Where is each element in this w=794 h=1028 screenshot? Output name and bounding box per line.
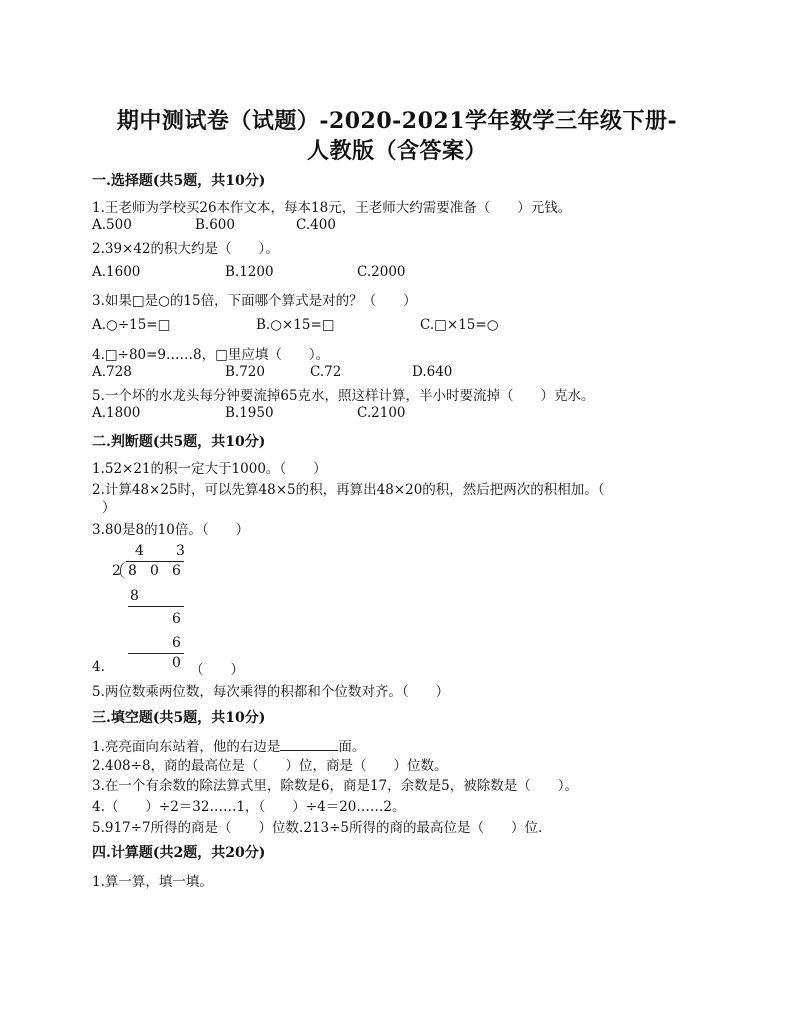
dividend-digit: 0 (150, 563, 159, 579)
section-heading-choice: 一.选择题(共5题，共10分) (92, 173, 266, 189)
dividend-digit: 6 (172, 563, 181, 579)
judge-2-paren: ） (102, 500, 116, 516)
step-line (128, 653, 184, 654)
option-b: B.1200 (225, 264, 274, 280)
question-4: 4.□÷80=9……8，□里应填（ ）。 (92, 347, 330, 363)
question-2: 2.39×42的积大约是（ ）。 (92, 241, 279, 257)
long-division-figure (108, 543, 228, 673)
fill-1 (92, 735, 365, 755)
quotient-digit: 3 (176, 543, 185, 559)
option-a: A.1600 (92, 264, 141, 280)
option-b: B.○×15=□ (256, 317, 335, 333)
answer-blank (280, 737, 338, 751)
option-b: B.1950 (225, 405, 274, 421)
divisor: 2 (112, 563, 121, 579)
option-c: C.400 (296, 217, 336, 233)
title-line-2: 人教版（含答案） (306, 138, 487, 164)
step-line (128, 606, 184, 607)
fill-3: 3.在一个有余数的除法算式里，除数是6，商是17，余数是5，被除数是（ ）。 (92, 778, 578, 794)
judge-5: 5.两位数乘两位数，每次乘得的积都和个位数对齐。（ ） (92, 684, 450, 700)
remainder: 0 (172, 655, 181, 671)
question-1: 1.王老师为学校买26本作文本，每本18元，王老师大约需要准备（ ）元钱。 (92, 200, 572, 216)
step-3: 6 (172, 635, 181, 651)
dividend-digit: 8 (128, 563, 137, 579)
option-a: A.500 (92, 217, 132, 233)
option-d: D.640 (412, 364, 453, 380)
title-line-1: 期中测试卷（试题）-2020-2021学年数学三年级下册- (116, 108, 678, 134)
section-heading-fill: 三.填空题(共5题，共10分) (92, 710, 266, 726)
step-2: 6 (172, 611, 181, 627)
question-5: 5.一个坏的水龙头每分钟要流掉65克水，照这样计算，半小时要流掉（ ）克水。 (92, 388, 595, 404)
question-3: 3.如果□是○的15倍，下面哪个算式是对的？（ ） (92, 293, 417, 309)
option-a: A.1800 (92, 405, 141, 421)
step-1: 8 (130, 588, 139, 604)
fill-1-text: 1.亮亮面向东站着，他的右边是 (92, 739, 281, 755)
option-c: C.2100 (357, 405, 406, 421)
option-b: B.600 (195, 217, 235, 233)
fill-5: 5.917÷7所得的商是（ ）位数.213÷5所得的商的最高位是（ ）位. (92, 820, 543, 836)
calc-1: 1.算一算，填一填。 (92, 874, 213, 890)
judge-2: 2.计算48×25时，可以先算48×5的积，再算出48×20的积，然后把两次的积相加。（ (92, 482, 605, 498)
option-c: C.2000 (357, 264, 406, 280)
option-c: C.□×15=○ (420, 317, 499, 333)
judge-3: 3.80是8的10倍。（ ） (92, 522, 250, 538)
fill-4: 4.（ ）÷2＝32……1，（ ）÷4＝20……2。 (92, 799, 406, 815)
judge-1: 1.52×21的积一定大于1000。（ ） (92, 461, 327, 477)
option-b: B.720 (225, 364, 265, 380)
fill-1-tail: 面。 (338, 739, 366, 755)
option-c: C.72 (310, 364, 342, 380)
quotient-digit: 4 (135, 543, 144, 559)
section-heading-judge: 二.判断题(共5题，共10分) (92, 434, 266, 450)
option-a: A.728 (92, 364, 132, 380)
judge-4-number: 4. (92, 659, 105, 675)
option-a: A.○÷15=□ (92, 317, 171, 333)
judge-4-paren: （ ） (190, 662, 244, 678)
section-heading-calc: 四.计算题(共2题，共20分) (92, 845, 266, 861)
fill-2: 2.408÷8，商的最高位是（ ）位，商是（ ）位数。 (92, 758, 448, 774)
division-bar (126, 561, 184, 562)
